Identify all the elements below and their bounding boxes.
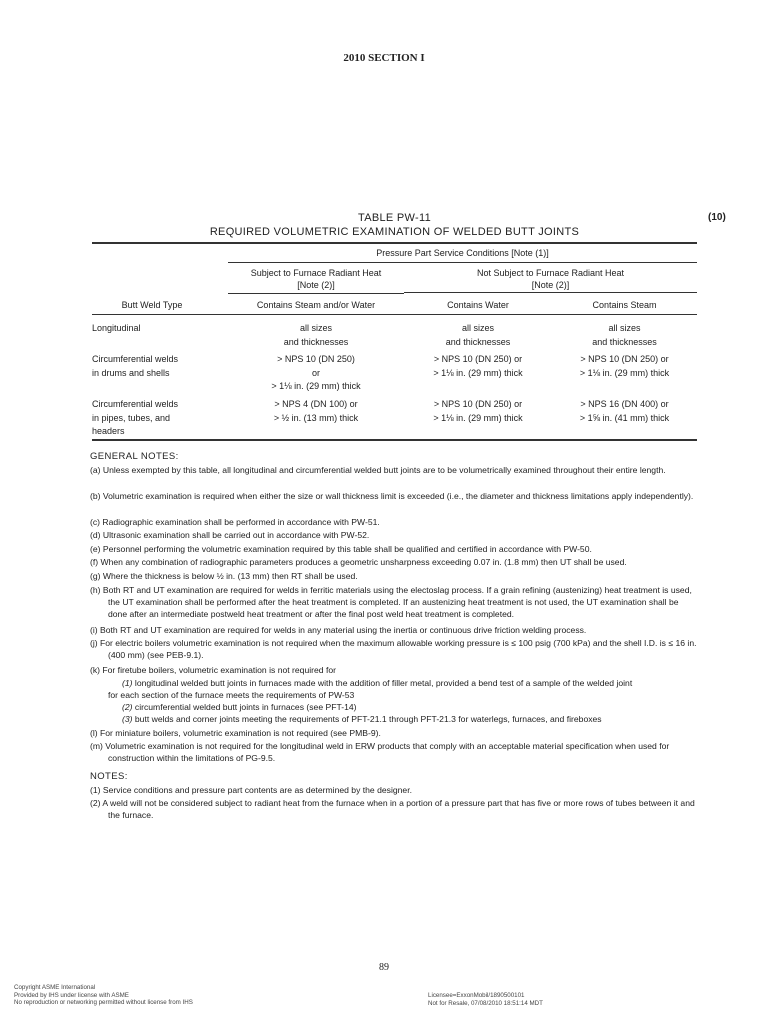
general-note-b: (b) Volumetric examination is required when either the size or wall thickness limit is exceeded (i.e., the diameter and thickness limitations apply independently). [90, 491, 694, 501]
note-1: (1) Service conditions and pressure part contents are as determined by the designer. [90, 785, 412, 795]
notes-heading: NOTES: [90, 771, 128, 782]
row-2-type: Circumferential welds in drums and shells [92, 354, 179, 378]
group-header-radiant: Subject to Furnace Radiant Heat [Note (2)] [250, 268, 382, 290]
service-conditions-header: Pressure Part Service Conditions [Note (1)] [376, 248, 549, 258]
sub-number: (2) [122, 702, 133, 712]
row-2-col3: > NPS 10 (DN 250) or > 1⅛ in. (29 mm) thick [579, 354, 670, 378]
general-note-c: (c) Radiographic examination shall be performed in accordance with PW-51. [90, 517, 380, 527]
col-header-steam-water: Contains Steam and/or Water [256, 300, 376, 310]
general-note-a: (a) Unless exempted by this table, all longitudinal and circumferential welded butt joints are to be volumetrically examined throughout their entire length. [90, 465, 666, 475]
col-header-water: Contains Water [447, 300, 509, 310]
general-note-l: (l) For miniature boilers, volumetric examination is not required (see PMB-9). [90, 728, 381, 738]
footer-license: Licensee=ExxonMobil/1890500101 Not for Resale, 07/08/2010 18:51:14 MDT [428, 992, 543, 1007]
sub-number: (3) [122, 714, 133, 724]
footer-copyright: Copyright ASME International Provided by IHS under license with ASME No reproduction or networking permitted without license from IHS [14, 984, 193, 1006]
col-header-weld-type: Butt Weld Type [121, 300, 183, 310]
note-k-sub-1-cont [108, 689, 678, 701]
general-note-k: (k) For firetube boilers, volumetric examination is not required for [90, 665, 336, 675]
row-2-col1: > NPS 10 (DN 250) or > 1⅛ in. (29 mm) thick [271, 354, 361, 391]
row-3-col2: > NPS 10 (DN 250) or > 1⅛ in. (29 mm) thick [433, 399, 523, 423]
general-note-i: (i) Both RT and UT examination are required for welds in any material using the inertia or continuous drive friction welding process. [90, 625, 587, 635]
page-number: 89 [379, 962, 389, 973]
note-k-sub-2 [122, 701, 692, 713]
general-note-j: (j) For electric boilers volumetric examination is not required when the maximum allowable working pressure is ≤ 100 psig (700 kPa) and the shell I.D. is ≤ 16 in. (400 mm) (see PEB-9.1). [90, 638, 697, 660]
section-header: 2010 SECTION I [343, 52, 425, 64]
group-header-not-radiant: Not Subject to Furnace Radiant Heat [Note (2)] [476, 268, 625, 290]
general-note-m: (m) Volumetric examination is not required for the longitudinal weld in ERW products that comply with an acceptable material specification when used for construction within the limitations of PG-9.5. [90, 741, 670, 763]
service-rule [228, 262, 697, 263]
note-k-sub-3 [122, 713, 692, 725]
note-2: (2) A weld will not be considered subject to radiant heat from the furnace when in a portion of a pressure part that has five or more rows of tubes between it and the furnace. [90, 798, 695, 820]
table-title: TABLE PW-11 [358, 212, 431, 224]
row-1-col1: all sizes and thicknesses [283, 323, 349, 347]
general-note-h: (h) Both RT and UT examination are required for welds in ferritic materials using the electoslag process. If a grain refining (austenizing) heat treatment is used, the UT examination shall be performed after the heat treatment is completed. If an austenizing heat treatment is not used, the UT examination shall be done after an intermediate postweld heat treatment or after the final post weld heat treatment is completed. [90, 585, 692, 619]
table-subtitle: REQUIRED VOLUMETRIC EXAMINATION OF WELDED BUTT JOINTS [209, 226, 580, 238]
sub-number: (1) [122, 678, 133, 688]
table-top-rule [92, 242, 697, 244]
general-note-f: (f) When any combination of radiographic parameters produces a geometric unsharpness exceeding 0.07 in. (1.8 mm) then UT shall be used. [90, 557, 627, 567]
general-note-g: (g) Where the thickness is below ½ in. (13 mm) then RT shall be used. [90, 571, 358, 581]
table-bottom-rule [92, 439, 697, 441]
note-k-sub-1 [122, 677, 692, 689]
sub-text: for each section of the furnace meets the requirements of PW-53 [108, 690, 355, 700]
general-note-d: (d) Ultrasonic examination shall be carried out in accordance with PW-52. [90, 530, 370, 540]
sub-text: longitudinal welded butt joints in furnaces made with the addition of filler metal, provided a bend test of a sample of the welded joint [132, 678, 633, 688]
general-notes-heading: GENERAL NOTES: [90, 451, 179, 462]
row-2-col2: > NPS 10 (DN 250) or > 1⅛ in. (29 mm) thick [433, 354, 523, 378]
row-3-type: Circumferential welds in pipes, tubes, and headers [92, 399, 179, 436]
row-1-col3: all sizes and thicknesses [592, 323, 657, 347]
row-1-col2: all sizes and thicknesses [445, 323, 511, 347]
col-header-steam: Contains Steam [592, 300, 657, 310]
group-rule-right [404, 292, 697, 293]
row-3-col1: > NPS 4 (DN 100) or > ½ in. (13 mm) thick [273, 399, 359, 423]
row-1-type: Longitudinal [92, 323, 141, 333]
sub-text: butt welds and corner joints meeting the requirements of PFT-21.1 through PFT-21.3 for waterlegs, furnaces, and fireboxes [132, 714, 602, 724]
sub-text: circumferential welded butt joints in furnaces (see PFT-14) [132, 702, 357, 712]
row-3-col3: > NPS 16 (DN 400) or > 1⅝ in. (41 mm) thick [579, 399, 670, 423]
group-rule-left [228, 293, 404, 294]
revision-mark: (10) [708, 212, 726, 223]
header-bottom-rule [92, 314, 697, 315]
general-note-e: (e) Personnel performing the volumetric examination required by this table shall be qualified and certified in accordance with PW-50. [90, 544, 592, 554]
